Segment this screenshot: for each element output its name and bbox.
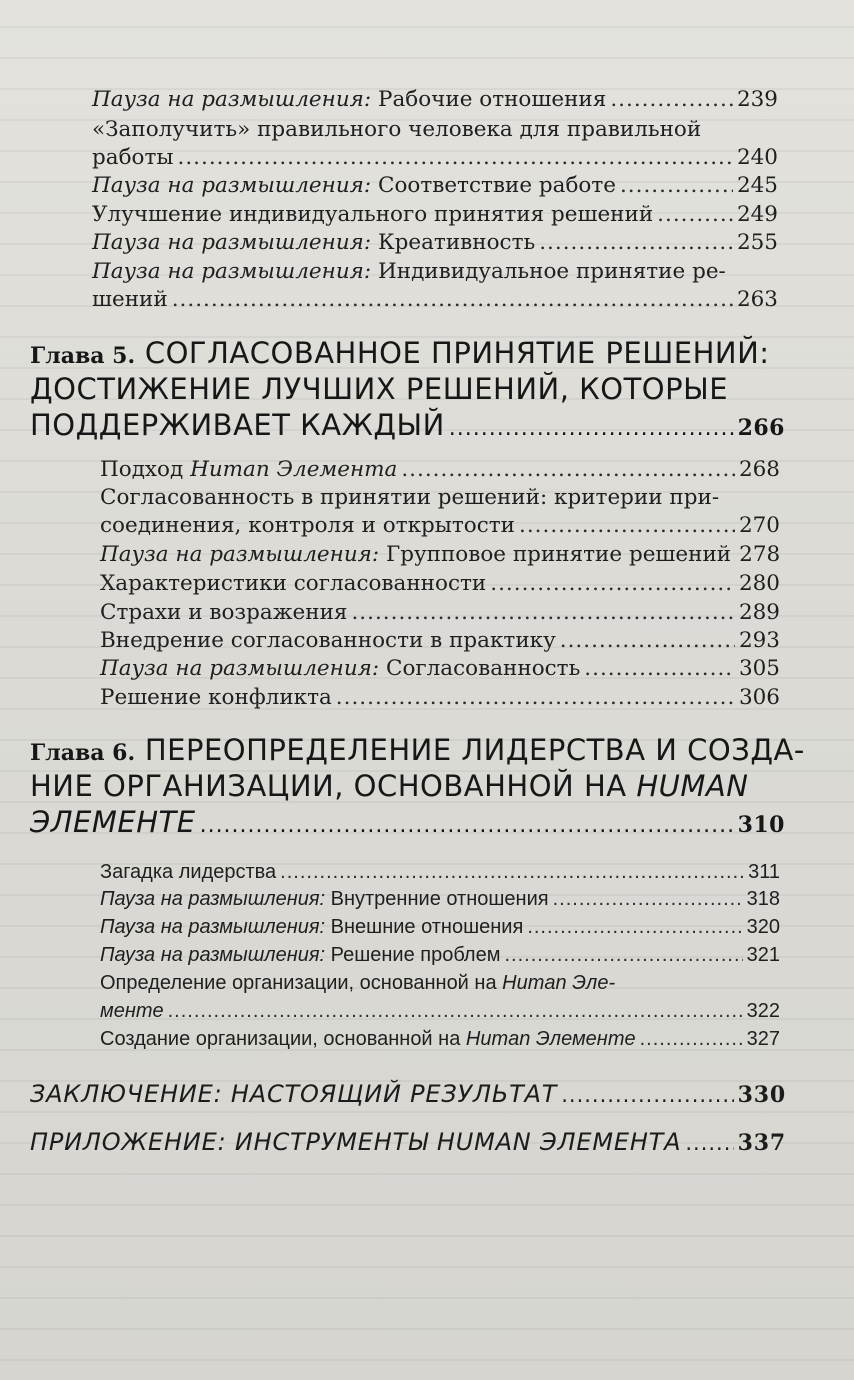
dot-leader [490, 570, 735, 598]
dot-leader [620, 172, 733, 200]
page-number: 311 [748, 861, 780, 883]
toc-entry: менте ..... 322 [100, 997, 780, 1025]
page-number: 239 [736, 87, 778, 112]
chapter-label: Глава 5. [30, 343, 136, 369]
toc-entry: Пауза на размышления: Решение проблем ..... 321 [100, 941, 780, 969]
toc-entry-line: «Заполучить» правильного человека для правильной [92, 117, 702, 142]
toc-entry: Пауза на размышления: Согласованность ..... 305 [100, 655, 780, 683]
dot-leader [553, 885, 743, 913]
dot-leader [657, 201, 733, 229]
dot-leader [200, 808, 734, 844]
page-number: 270 [738, 513, 780, 538]
page-number: 255 [736, 230, 778, 255]
dot-leader [560, 627, 735, 655]
page-number: 318 [746, 888, 780, 910]
toc-entry: Пауза на размышления: Креативность ..... 255 [92, 229, 778, 257]
dot-leader [280, 858, 744, 886]
page-number: 310 [737, 812, 785, 838]
toc-entry-line: Пауза на размышления: Индивидуальное принятие ре- [92, 259, 726, 284]
chapter-heading-line: ЭЛЕМЕНТЕ ..... 310 [30, 804, 785, 844]
toc-entry: Пауза на размышления: Групповое принятие решений 278 [100, 542, 781, 567]
toc-entry: Решение конфликта ..... 306 [100, 684, 780, 712]
page-number: 305 [738, 656, 780, 681]
toc-entry: Характеристики согласованности ..... 280 [100, 570, 780, 598]
page-number: 278 [739, 542, 781, 567]
toc-entry: Улучшение индивидуального принятия решений ..... 249 [92, 201, 778, 229]
page-number: 240 [736, 145, 778, 170]
toc-entry: Страхи и возражения ..... 289 [100, 599, 780, 627]
chapter-heading: Глава 5. СОГЛАСОВАННОЕ ПРИНЯТИЕ РЕШЕНИЙ: [30, 336, 770, 370]
page-number: 249 [736, 202, 778, 227]
page-number: 322 [746, 1000, 780, 1022]
toc-entry: соединения, контроля и открытости ..... 270 [100, 512, 780, 540]
dot-leader [539, 229, 733, 257]
toc-entry: Пауза на размышления: Внутренние отношения ..... 318 [100, 885, 780, 913]
toc-entry: работы ..... 240 [92, 144, 778, 172]
toc-entry: Подход Human Элемента ..... 268 [100, 456, 780, 484]
dot-leader [519, 512, 735, 540]
page-number: 330 [737, 1082, 786, 1108]
page-number: 280 [738, 571, 780, 596]
toc-entry: Внедрение согласованности в практику ..... 293 [100, 627, 780, 655]
dot-leader [561, 1083, 733, 1107]
dot-leader [177, 144, 732, 172]
page-number: 337 [737, 1130, 786, 1156]
dot-leader [685, 1131, 733, 1155]
toc-entry: шений ..... 263 [92, 286, 778, 314]
dot-leader [351, 599, 734, 627]
conclusion-entry: ЗАКЛЮЧЕНИЕ: НАСТОЯЩИЙ РЕЗУЛЬТАТ ..... 330 [30, 1080, 786, 1108]
dot-leader [610, 86, 733, 114]
page-number: 268 [738, 457, 780, 482]
chapter-heading-line: ДОСТИЖЕНИЕ ЛУЧШИХ РЕШЕНИЙ, КОТОРЫЕ [30, 372, 729, 406]
dot-leader [527, 913, 742, 941]
chapter-heading-line: НИЕ ОРГАНИЗАЦИИ, ОСНОВАННОЙ НА HUMAN [30, 769, 749, 803]
dot-leader [168, 997, 743, 1025]
chapter-heading-line: ПОДДЕРЖИВАЕТ КАЖДЫЙ ..... 266 [30, 407, 785, 447]
toc-entry: Создание организации, основанной на Human Элементе ..... 327 [100, 1025, 780, 1053]
toc-entry: Пауза на размышления: Внешние отношения ..... 320 [100, 913, 780, 941]
page-number: 293 [738, 628, 780, 653]
toc-entry: Загадка лидерства ..... 311 [100, 858, 780, 886]
chapter-label: Глава 6. [30, 740, 136, 766]
toc-entry-line: Определение организации, основанной на Human Эле- [100, 972, 616, 994]
page-number: 289 [738, 600, 780, 625]
page-number: 263 [736, 287, 778, 312]
page-number: 320 [746, 916, 780, 938]
dot-leader [449, 411, 734, 447]
dot-leader [640, 1025, 743, 1053]
page-number: 327 [746, 1028, 780, 1050]
appendix-entry: ПРИЛОЖЕНИЕ: ИНСТРУМЕНТЫ HUMAN ЭЛЕМЕНТА ..... 337 [30, 1128, 786, 1156]
toc-entry-line: Согласованность в принятии решений: критерии при- [100, 485, 720, 510]
toc-entry: Пауза на размышления: Рабочие отношения ..... 239 [92, 86, 778, 114]
dot-leader [584, 655, 735, 683]
page-number: 306 [738, 685, 780, 710]
dot-leader [336, 684, 735, 712]
dot-leader [504, 941, 742, 969]
dot-leader [172, 286, 733, 314]
page-number: 245 [736, 173, 778, 198]
chapter-heading: Глава 6. ПЕРЕОПРЕДЕЛЕНИЕ ЛИДЕРСТВА И СОЗДА- [30, 733, 805, 767]
page-number: 266 [737, 415, 785, 441]
dot-leader [401, 456, 735, 484]
toc-entry: Пауза на размышления: Соответствие работе ..... 245 [92, 172, 778, 200]
page-number: 321 [746, 944, 780, 966]
